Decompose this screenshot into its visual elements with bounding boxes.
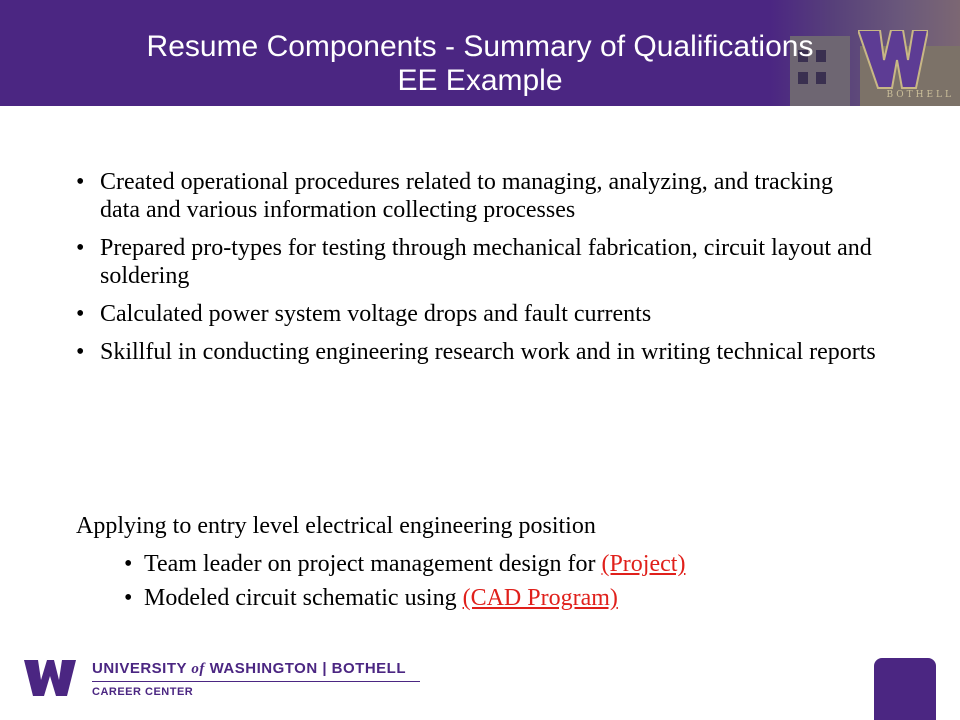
wordmark-part-2: WASHINGTON | BOTHELL xyxy=(204,660,407,677)
wordmark-part-1: UNIVERSITY xyxy=(92,660,192,677)
slide-title xyxy=(60,30,900,98)
sub-bullet-item xyxy=(124,550,685,578)
university-wordmark xyxy=(92,660,406,678)
footer-divider xyxy=(92,681,420,682)
bullet-icon: • xyxy=(76,235,85,261)
wordmark-of: of xyxy=(191,661,205,677)
bullet-text: Created operational procedures related to managing, analyzing, and tracking data and various information collecting processes xyxy=(100,169,834,223)
uw-logo-icon xyxy=(24,658,76,698)
bullet-item xyxy=(76,168,876,224)
cad-program-link[interactable]: (CAD Program) xyxy=(462,585,618,611)
bullet-icon: • xyxy=(124,585,133,611)
bullet-text: Prepared pro-types for testing through mechanical fabrication, circuit layout and soldering xyxy=(100,235,872,289)
bullet-item xyxy=(76,338,876,366)
sub-bullet-text: Modeled circuit schematic using xyxy=(144,585,463,611)
corner-tab xyxy=(874,658,936,720)
qualification-bullets xyxy=(76,168,876,376)
sub-bullet-item xyxy=(124,584,685,612)
career-center-label: CAREER CENTER xyxy=(92,686,194,698)
photo-caption: BOTHELL xyxy=(886,90,954,100)
bullet-text: Calculated power system voltage drops and fault currents xyxy=(100,301,652,327)
bullet-icon: • xyxy=(76,169,85,195)
title-line-2: EE Example xyxy=(397,64,563,97)
bullet-icon: • xyxy=(124,551,133,577)
bullet-icon: • xyxy=(76,301,85,327)
sub-bullet-text: Team leader on project management design for xyxy=(144,551,602,577)
applying-bullets xyxy=(124,550,685,618)
applying-heading: Applying to entry level electrical engineering position xyxy=(76,513,596,539)
bullet-item xyxy=(76,234,876,290)
bullet-item xyxy=(76,300,876,328)
bullet-text: Skillful in conducting engineering research work and in writing technical reports xyxy=(100,339,876,365)
bullet-icon: • xyxy=(76,339,85,365)
project-link[interactable]: (Project) xyxy=(601,551,686,577)
title-line-1: Resume Components - Summary of Qualifications xyxy=(146,30,814,63)
